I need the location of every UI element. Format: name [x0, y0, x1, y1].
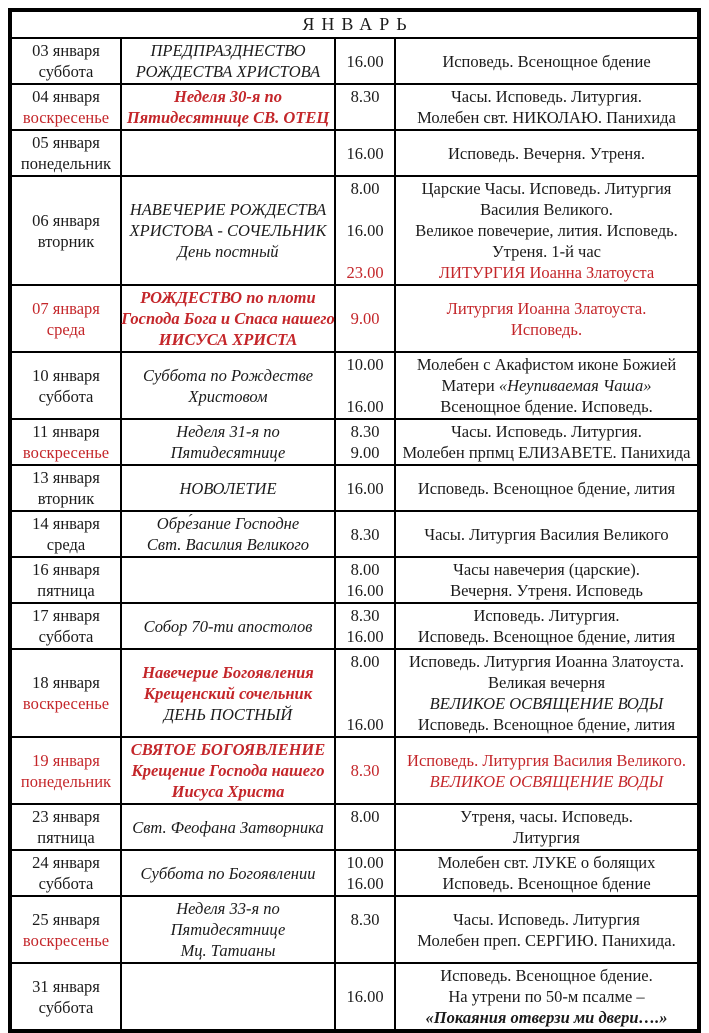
- date-line: воскресенье: [22, 108, 110, 127]
- date-line: 24 января: [32, 853, 100, 872]
- times-line: 16.00: [346, 874, 384, 893]
- times-line: 16.00: [346, 143, 384, 163]
- date-line: 13 января: [32, 468, 100, 487]
- services-line: Часы. Исповедь. Литургия.: [451, 87, 642, 106]
- date-line: 14 января: [32, 514, 100, 533]
- schedule-table: [8, 8, 701, 1033]
- table-row: [12, 604, 697, 650]
- times-line: 16.00: [346, 397, 384, 416]
- services-line: ВЕЛИКОЕ ОСВЯЩЕНИЕ ВОДЫ: [429, 771, 664, 791]
- services-line: ЛИТУРГИЯ Иоанна Златоуста: [438, 263, 655, 282]
- date-line: 06 января: [32, 210, 100, 230]
- services-cell: [396, 353, 697, 418]
- date-cell: [12, 353, 122, 418]
- times-line: 8.30: [350, 909, 380, 929]
- feast-line: ПРЕДПРАЗДНЕСТВО: [150, 41, 306, 60]
- table-row: [12, 85, 697, 131]
- services-cell: [396, 286, 697, 351]
- times-line: 8.00: [350, 652, 380, 671]
- services-line: Молебен свт. ЛУКЕ о болящих: [437, 853, 656, 872]
- date-line: 17 января: [32, 606, 100, 625]
- table-row: [12, 964, 697, 1029]
- feast-line: Мц. Татианы: [180, 941, 276, 960]
- date-line: воскресенье: [22, 930, 110, 950]
- date-line: 16 января: [32, 560, 100, 579]
- feast-line: Христовом: [188, 386, 268, 406]
- services-line: Великая вечерня: [487, 673, 606, 692]
- date-line: вторник: [37, 231, 95, 251]
- services-cell: [396, 805, 697, 849]
- services-line: Исповедь. Вечерня. Утреня.: [448, 143, 645, 163]
- services-line: Василия Великого.: [480, 200, 613, 219]
- feast-line: РОЖДЕСТВО по плоти: [140, 288, 316, 307]
- date-line: вторник: [37, 489, 95, 508]
- services-line: Исповедь. Литургия Василия Великого.: [407, 750, 686, 770]
- services-cell: [396, 738, 697, 803]
- services-cell: [396, 131, 697, 175]
- services-line: Часы. Литургия Василия Великого: [424, 524, 669, 544]
- services-line: Молебен прпмц ЕЛИЗАВЕТЕ. Панихида: [402, 443, 691, 462]
- feast-cell: [122, 512, 336, 556]
- feast-cell: [122, 131, 336, 175]
- services-line: На утрени по 50-м псалме –: [448, 987, 645, 1006]
- feast-line: Господа Бога и Спаса нашего: [121, 309, 335, 328]
- date-line: среда: [46, 319, 86, 339]
- table-row: [12, 131, 697, 177]
- times-line: 16.00: [346, 221, 384, 240]
- times-line: 10.00: [346, 355, 384, 374]
- services-cell: [396, 650, 697, 736]
- date-cell: [12, 177, 122, 284]
- feast-line: Неделя 31-я по: [176, 422, 280, 441]
- table-row: [12, 177, 697, 286]
- date-line: 07 января: [32, 298, 100, 318]
- services-line: Исповедь. Всенощное бдение.: [440, 966, 653, 985]
- table-row: [12, 353, 697, 420]
- feast-line: Свт. Феофана Затворника: [132, 817, 324, 837]
- feast-cell: [122, 558, 336, 602]
- feast-line: Крещение Господа нашего: [131, 761, 325, 780]
- services-cell: [396, 177, 697, 284]
- time-cell: [336, 420, 396, 464]
- date-line: пятница: [37, 581, 95, 600]
- date-cell: [12, 39, 122, 83]
- time-cell: [336, 558, 396, 602]
- services-line: Молебен свт. НИКОЛАЮ. Панихида: [417, 108, 676, 127]
- feast-line: Иисуса Христа: [171, 782, 285, 801]
- time-cell: [336, 897, 396, 962]
- services-line: Часы. Исповедь. Литургия: [453, 909, 640, 929]
- times-line: 16.00: [346, 478, 384, 498]
- services-line: Всенощное бдение. Исповедь.: [440, 397, 653, 416]
- feast-cell: [122, 286, 336, 351]
- date-cell: [12, 650, 122, 736]
- date-line: суббота: [38, 62, 94, 81]
- services-line: Молебен с Акафистом иконе Божией: [416, 355, 677, 374]
- date-cell: [12, 604, 122, 648]
- date-line: понедельник: [20, 771, 112, 791]
- services-line: Утреня, часы. Исповедь.: [460, 807, 633, 826]
- table-row: [12, 738, 697, 805]
- date-cell: [12, 512, 122, 556]
- feast-line: Собор 70-ти апостолов: [143, 616, 313, 636]
- time-cell: [336, 805, 396, 849]
- services-line: Утреня. 1-й час: [492, 242, 601, 261]
- time-cell: [336, 964, 396, 1029]
- date-line: воскресенье: [22, 443, 110, 462]
- date-line: 11 января: [32, 422, 100, 441]
- times-line: 8.00: [350, 807, 380, 826]
- table-row: [12, 558, 697, 604]
- feast-cell: [122, 738, 336, 803]
- feast-line: Неделя 33-я по: [176, 899, 280, 918]
- date-line: суббота: [38, 997, 94, 1017]
- table-row: [12, 39, 697, 85]
- time-cell: [336, 604, 396, 648]
- date-line: 19 января: [32, 750, 100, 770]
- date-line: 03 января: [32, 41, 100, 60]
- feast-line: Навечерие Богоявления: [142, 662, 314, 682]
- times-line: 16.00: [346, 627, 384, 646]
- time-cell: [336, 738, 396, 803]
- services-line: «Покаяния отверзи ми двери….»: [425, 1008, 668, 1027]
- times-line: 16.00: [346, 715, 384, 734]
- times-line: 8.30: [350, 761, 380, 780]
- services-line: Часы. Исповедь. Литургия.: [451, 422, 642, 441]
- date-cell: [12, 286, 122, 351]
- feast-line: День постный: [177, 242, 279, 261]
- times-line: 8.00: [350, 179, 380, 198]
- table-row: [12, 851, 697, 897]
- services-line: Исповедь. Всенощное бдение, лития: [417, 715, 676, 734]
- table-rows: [12, 39, 697, 1029]
- time-cell: [336, 85, 396, 129]
- services-line: Исповедь. Литургия.: [473, 606, 620, 625]
- services-line: Литургия: [513, 828, 580, 847]
- services-line: Молебен преп. СЕРГИЮ. Панихида.: [417, 930, 676, 950]
- feast-line: Свт. Василия Великого: [146, 535, 310, 554]
- services-line: Литургия Иоанна Златоуста.: [446, 298, 647, 318]
- times-line: 8.30: [350, 87, 380, 106]
- date-line: 04 января: [32, 87, 100, 106]
- time-cell: [336, 512, 396, 556]
- table-row: [12, 466, 697, 512]
- times-line: 16.00: [346, 581, 384, 600]
- services-line: Царские Часы. Исповедь. Литургия: [421, 179, 672, 198]
- table-row: [12, 897, 697, 964]
- services-line: [442, 375, 652, 396]
- feast-cell: [122, 420, 336, 464]
- feast-cell: [122, 650, 336, 736]
- services-cell: [396, 85, 697, 129]
- date-line: 25 января: [32, 909, 100, 929]
- text-part: Матери: [441, 376, 499, 395]
- times-line: 10.00: [346, 853, 384, 872]
- services-line: Великое повечерие, лития. Исповедь.: [415, 221, 678, 240]
- date-line: 10 января: [32, 365, 100, 385]
- date-line: 05 января: [32, 133, 100, 152]
- feast-cell: [122, 897, 336, 962]
- time-cell: [336, 286, 396, 351]
- date-line: суббота: [38, 627, 94, 646]
- text-part: «Неупиваемая Чаша»: [498, 376, 652, 395]
- times-line: 16.00: [346, 987, 384, 1006]
- date-line: 18 января: [32, 673, 100, 692]
- feast-cell: [122, 466, 336, 510]
- feast-cell: [122, 85, 336, 129]
- times-line: 9.00: [350, 309, 380, 328]
- services-cell: [396, 512, 697, 556]
- feast-cell: [122, 851, 336, 895]
- feast-cell: [122, 604, 336, 648]
- times-line: 9.00: [350, 443, 380, 462]
- feast-line: НОВОЛЕТИЕ: [179, 478, 277, 498]
- date-line: суббота: [38, 874, 94, 893]
- month-title: ЯНВАРЬ: [302, 14, 414, 34]
- services-cell: [396, 851, 697, 895]
- services-cell: [396, 558, 697, 602]
- times-line: 23.00: [346, 263, 384, 282]
- date-cell: [12, 85, 122, 129]
- date-cell: [12, 131, 122, 175]
- feast-line: ИИСУСА ХРИСТА: [158, 330, 298, 349]
- services-line: Исповедь. Литургия Иоанна Златоуста.: [409, 652, 684, 671]
- date-cell: [12, 897, 122, 962]
- feast-line: НАВЕЧЕРИЕ РОЖДЕСТВА: [129, 200, 327, 219]
- services-line: Исповедь. Всенощное бдение, лития: [417, 627, 676, 646]
- times-line: 16.00: [346, 51, 384, 71]
- services-line: ВЕЛИКОЕ ОСВЯЩЕНИЕ ВОДЫ: [429, 694, 664, 713]
- date-line: понедельник: [20, 154, 112, 173]
- time-cell: [336, 39, 396, 83]
- services-line: Исповедь.: [510, 319, 583, 339]
- feast-line: ДЕНЬ ПОСТНЫЙ: [163, 704, 293, 724]
- table-row: [12, 650, 697, 738]
- time-cell: [336, 466, 396, 510]
- feast-cell: [122, 964, 336, 1029]
- services-cell: [396, 897, 697, 962]
- feast-line: Пятидесятнице: [170, 920, 286, 939]
- services-line: Исповедь. Всенощное бдение, лития: [417, 478, 676, 498]
- feast-line: Обре́зание Господне: [156, 514, 300, 533]
- feast-cell: [122, 177, 336, 284]
- times-line: 8.00: [350, 560, 380, 579]
- time-cell: [336, 650, 396, 736]
- time-cell: [336, 177, 396, 284]
- services-cell: [396, 466, 697, 510]
- month-header: [12, 12, 697, 39]
- date-line: 23 января: [32, 807, 100, 826]
- date-line: воскресенье: [22, 694, 110, 713]
- date-cell: [12, 964, 122, 1029]
- date-cell: [12, 558, 122, 602]
- services-cell: [396, 39, 697, 83]
- feast-cell: [122, 353, 336, 418]
- date-cell: [12, 420, 122, 464]
- table-row: [12, 286, 697, 353]
- table-row: [12, 512, 697, 558]
- time-cell: [336, 353, 396, 418]
- feast-line: Крещенский сочельник: [143, 683, 313, 703]
- date-line: пятница: [37, 828, 95, 847]
- feast-line: ХРИСТОВА - СОЧЕЛЬНИК: [129, 221, 327, 240]
- feast-cell: [122, 39, 336, 83]
- services-cell: [396, 420, 697, 464]
- date-cell: [12, 466, 122, 510]
- feast-line: РОЖДЕСТВА ХРИСТОВА: [135, 62, 321, 81]
- time-cell: [336, 851, 396, 895]
- services-cell: [396, 964, 697, 1029]
- feast-line: Суббота по Богоявлении: [140, 863, 316, 883]
- table-row: [12, 805, 697, 851]
- services-line: Исповедь. Всенощное бдение: [442, 874, 651, 893]
- date-line: 31 января: [32, 976, 100, 996]
- date-cell: [12, 851, 122, 895]
- services-cell: [396, 604, 697, 648]
- table-row: [12, 420, 697, 466]
- time-cell: [336, 131, 396, 175]
- feast-line: Неделя 30-я по: [174, 87, 282, 106]
- times-line: 8.30: [350, 422, 380, 441]
- date-line: суббота: [38, 386, 94, 406]
- feast-cell: [122, 805, 336, 849]
- times-line: 8.30: [350, 606, 380, 625]
- feast-line: Суббота по Рождестве: [142, 365, 314, 385]
- feast-line: СВЯТОЕ БОГОЯВЛЕНИЕ: [130, 740, 326, 759]
- feast-line: Пятидесятнице СВ. ОТЕЦ: [126, 108, 330, 127]
- services-line: Часы навечерия (царские).: [453, 560, 640, 579]
- date-cell: [12, 738, 122, 803]
- date-cell: [12, 805, 122, 849]
- services-line: Вечерня. Утреня. Исповедь: [450, 581, 643, 600]
- feast-line: Пятидесятнице: [170, 443, 286, 462]
- date-line: среда: [46, 535, 86, 554]
- times-line: 8.30: [350, 524, 380, 544]
- services-line: Исповедь. Всенощное бдение: [442, 51, 651, 71]
